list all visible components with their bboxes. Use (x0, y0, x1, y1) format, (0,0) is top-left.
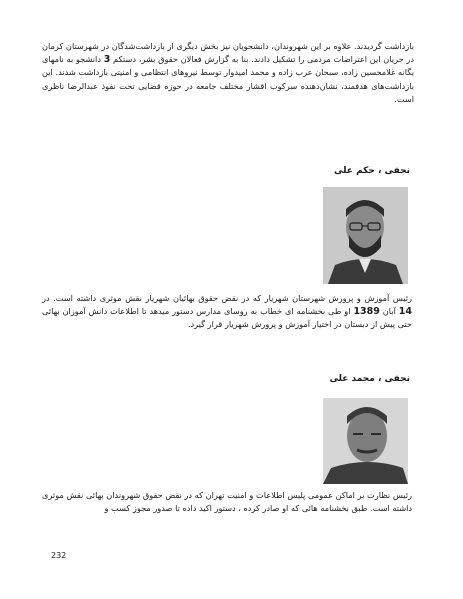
portrait-photo-hokm-ali (323, 187, 408, 284)
intro-number: 3 (103, 54, 111, 66)
intro-text-after: دانشجو به نامهای یگانه غلامحسین زاده، سبحان عرب زاده و محمد امیدوار توسط نیروهای انتظامی و امنیتی بازداشت شدند. این بازداشت‌های هدفمند، نشان‌دهنده سرکوب اقشار مختلف جامعه در حوزه قضایی تحت نفوذ عبدالرضا ناظری است. (42, 54, 414, 104)
mohammad-ali-text: رئیس نظارت بر اماکن عمومی پلیس اطلاعات و امنیت تهران که در نقض حقوق شهروندان بهائی نقش موثری داشته است. طبق بخشنامه هائی که او صادر کرده ، دستور اکید داده تا صدور مجوز کسب و (42, 490, 412, 514)
intro-text-before: بازداشت گردیدند. علاوه بر این شهروندان، دانشجویان نیز بخش دیگری از بازداشت‌شدگان در شهرستان کرمان در جریان این اعتراضات مردمی را تشکیل دادند. بنا به گزارش فعالان حقوق بشر، دستکم (42, 41, 414, 65)
hokm-ali-text-after: او طی بخشنامه ای خطاب به روسای مدارس دستور میدهد تا اطلاعات دانش آموزان بهائی حتی پیش از دبستان در اختیار آموزش و پرورش شهریار قرار گیرد. (42, 306, 412, 330)
portrait-photo-mohammad-ali (323, 398, 408, 484)
page-number: 232 (51, 551, 67, 560)
hokm-ali-number-day: 14 (398, 306, 412, 318)
section-heading-hokm-ali: نجفی ، حکم علی (334, 166, 410, 176)
intro-paragraph (42, 40, 414, 106)
hokm-ali-text-middle: آبان (382, 306, 396, 317)
hokm-ali-number-year: 1389 (353, 306, 380, 318)
section-heading-mohammad-ali: نجفی ، محمد علی (329, 374, 410, 384)
mohammad-ali-paragraph (42, 489, 412, 515)
hokm-ali-paragraph (42, 292, 412, 332)
hokm-ali-text-before: رئیس آموزش و پرورش شهرستان شهریار که در نقض حقوق بهائیان شهریار نقش موثری داشته است. در (42, 293, 412, 303)
